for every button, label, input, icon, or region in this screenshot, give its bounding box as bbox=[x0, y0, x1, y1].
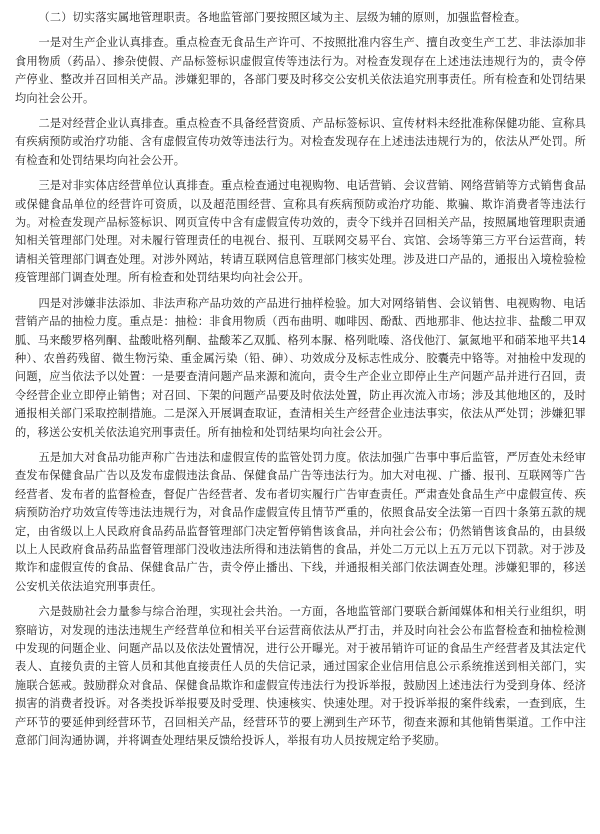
paragraph-production-inspection: 一是对生产企业认真排查。重点检查无食品生产许可、不按照批准内容生产、擅自改变生产工艺、非法添加非食用物质（药品）、掺杂使假、产品标签标识虚假宣传等违法行为。对检查发现存在上述违法违规行为的，责令停产停业、整改并召回相关产品。涉嫌犯罪的，各部门要及时移交公安机关依法追究刑事责任。所有检查和处罚结果均向社会公开。 bbox=[15, 36, 586, 105]
paragraph-business-inspection: 二是对经营企业认真排查。重点检查不具备经营资质、产品标签标识、宣传材料未经批准称保健功能、宣称具有疾病预防或治疗功能、含有虚假宣传功效等违法行为。对检查发现存在上述违法违规行为的，依法从严处罚。所有检查和处罚结果均向社会公开。 bbox=[15, 117, 586, 167]
paragraph-sampling-inspection: 四是对涉嫌非法添加、非法声称产品功效的产品进行抽样检验。加大对网络销售、会议销售、电视购物、电话营销产品的抽检力度。重点是：抽检：非食用物质（西布曲明、咖啡因、酚酞、西地那非、他达拉非、盐酸二甲双胍、马来酸罗格列酮、盐酸吡格列酮、盐酸苯乙双胍、格列本脲、格列吡嗪、洛伐他汀、氯氮地平和硝苯地平共14种）、农兽药残留、微生物污染、重金属污染（铅、砷）、功效成分及标志性成分、胶囊壳中铬等。对抽检中发现的问题，应当依法予以处置：一是要查清问题产品来源和流向，责令生产企业立即停止生产问题产品并进行召回，责令经营企业立即停止销售；对召回、下架的问题产品要及时依法处置，防止再次流入市场；涉及其他地区的，及时通报相关部门采取控制措施。二是深入开展调查取证，查清相关生产经营企业违法事实，依法从严处罚；涉嫌犯罪的，移送公安机关依法追究刑事责任。所有抽检和处罚结果均向社会公开。 bbox=[15, 296, 586, 439]
paragraph-advertising-supervision: 五是加大对食品功能声称广告违法和虚假宣传的监管处罚力度。依法加强广告事中事后监管，严厉查处未经审查发布保健食品广告以及发布虚假违法食品、保健食品广告等违法行为。加大对电视、广播、报刊、互联网等广告经营者、发布者的监督检查，督促广告经营者、发布者切实履行广告审查责任。严肃查处食品生产中虚假宣传、疾病预防治疗功效宣传等违法违规行为，对食品作虚假宣传且情节严重的，依照食品安全法第一百四十条第五款的规定，由省级以上人民政府食品药品监督管理部门决定暂停销售该食品，并向社会公布；仍然销售该食品的，由县级以上人民政府食品药品监督管理部门没收违法所得和违法销售的食品，并处二万元以上五万元以下罚款。对于涉及欺诈和虚假宣传的食品、保健食品广告，责令停止播出、下线，并通报相关部门依法调查处理。涉嫌犯罪的，移送公安机关依法追究刑事责任。 bbox=[15, 450, 586, 593]
paragraph-social-governance: 六是鼓励社会力量参与综合治理，实现社会共治。一方面，各地监管部门要联合新闻媒体和相关行业组织，明察暗访，对发现的违法违规生产经营单位和相关平台运营商依法从严打击，并及时向社会公布监督检查和抽检检测中发现的问题企业、问题产品以及依法处置情况，进行公开曝光。对于被吊销许可证的食品生产经营者及其法定代表人、直接负责的主管人员和其他直接责任人员的失信记录，通过国家企业信用信息公示系统推送到相关部门，实施联合惩戒。鼓励群众对食品、保健食品欺诈和虚假宣传违法行为投诉举报，鼓励因上述违法行为受到身体、经济损害的消费者投诉。对各类投诉举报要及时受理、快速核实、快速处理。对于投诉举报的案件线索，一查到底，生产环节的要延伸到经营环节，召回相关产品，经营环节的要上溯到生产环节，彻查来源和其他销售渠道。工作中注意部门间沟通协调，并将调查处理结果反馈给投诉人，举报有功人员按规定给予奖励。 bbox=[15, 605, 586, 748]
paragraph-non-store-inspection: 三是对非实体店经营单位认真排查。重点检查通过电视购物、电话营销、会议营销、网络营销等方式销售食品或保健食品单位的经营许可资质，以及超范围经营、宣称具有疾病预防或治疗功能、欺骗、欺诈消费者等违法行为。对检查发现产品标签标识、网页宣传中含有虚假宣传功效的，责令下线并召回相关产品，按照属地管理职责通知相关管理部门处理。对未履行管理责任的电视台、报刊、互联网交易平台、宾馆、会场等第三方平台运营商，转请相关管理部门调查处理。对涉外网站，转请互联网信息管理部门核实处理。涉及进口产品的，通报出入境检验检疫管理部门调查处理。所有检查和处罚结果均向社会公开。 bbox=[15, 179, 586, 285]
section-heading: （二）切实落实属地管理职责。各地监管部门要按照区域为主、层级为辅的原则，加强监督检查。 bbox=[38, 11, 527, 24]
